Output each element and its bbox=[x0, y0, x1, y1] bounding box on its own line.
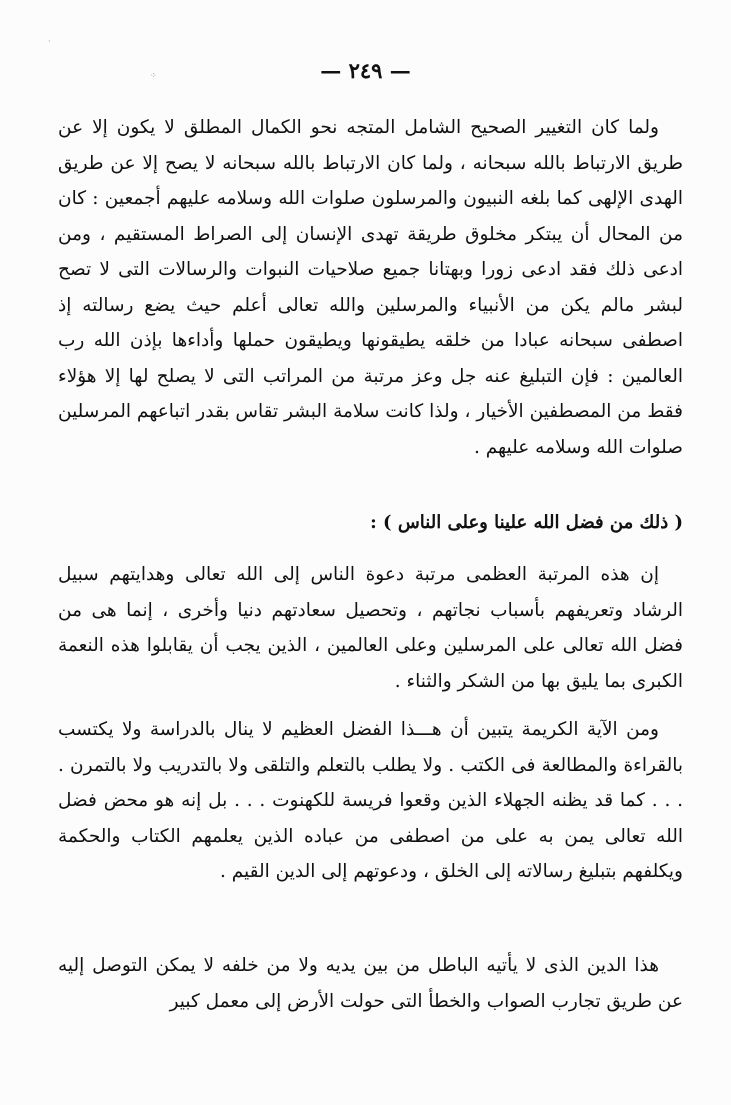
page-number: — ٢٤٩ — bbox=[320, 58, 411, 83]
paragraph-3-block bbox=[58, 712, 683, 890]
section-heading: ( ذلك من فضل الله علينا وعلى الناس ) : bbox=[370, 512, 683, 533]
paragraph-4-block bbox=[58, 948, 683, 1019]
scan-speck: · bbox=[48, 37, 51, 46]
paragraph-1-block bbox=[58, 110, 683, 465]
body-paragraph: ولما كان التغيير الصحيح الشامل المتجه نحو الكمال المطلق لا يكون إلا عن طريق الارتباط بالله سبحانه ، ولما كان الارتباط بالله سبحانه لا يصح إلا عن طريق الهدى الإلهى كما بلغه النبيون والمرسلون صلوات الله وسلامه عليهم أجمعين : كان من المحال أن يبتكر مخلوق طريقة تهدى الإنسان إلى الصراط المستقيم ، ومن ادعى ذلك فقد ادعى زورا وبهتانا جميع صلاحيات النبوات والرسالات التى لا تصح لبشر مالم يكن من الأنبياء والمرسلين والله تعالى أعلم حيث يضع رسالته إذ اصطفى سبحانه عبادا من خلقه يطيقونها ويطيقون حملها وأداءها بإذن الله رب العالمين : فإن التبليغ عنه جل وعز مرتبة من المراتب التى لا يصلح لها إلا هؤلاء فقط من المصطفين الأخيار ، ولذا كانت سلامة البشر تقاس بقدر اتباعهم المرسلين صلوات الله وسلامه عليهم . bbox=[58, 117, 683, 458]
body-paragraph: هذا الدين الذى لا يأتيه الباطل من بين يديه ولا من خلفه لا يمكن التوصل إليه عن طريق تجارب الصواب والخطأ التى حولت الأرض إلى معمل كبير bbox=[58, 955, 683, 1012]
body-paragraph: ومن الآية الكريمة يتبين أن هـــذا الفضل العظيم لا ينال بالدراسة ولا يكتسب بالقراءة والمطالعة فى الكتب . ولا يطلب بالتعلم والتلقى ولا بالتدريب ولا بالتمرن . . . . كما قد يظنه الجهلاء الذين وقعوا فريسة للكهنوت . . . بل إنه هو محض فضل الله تعالى يمن به على من اصطفى من عباده الذين يعلمهم الكتاب والحكمة ويكلفهم بتبليغ رسالاته إلى الخلق ، ودعوتهم إلى الدين القيم . bbox=[58, 719, 683, 882]
paragraph-2-block bbox=[58, 557, 683, 699]
section-heading-block bbox=[58, 505, 683, 541]
body-paragraph: إن هذه المرتبة العظمى مرتبة دعوة الناس إلى الله تعالى وهدايتهم سبيل الرشاد وتعريفهم بأسباب نجاتهم ، وتحصيل سعادتهم دنيا وأخرى ، إنما هى من فضل الله تعالى على المرسلين وعلى العالمين ، الذين يجب أن يقابلوا هذه النعمة الكبرى بما يليق بها من الشكر والثناء . bbox=[58, 564, 683, 692]
scan-speck: ⁘ bbox=[150, 71, 157, 80]
